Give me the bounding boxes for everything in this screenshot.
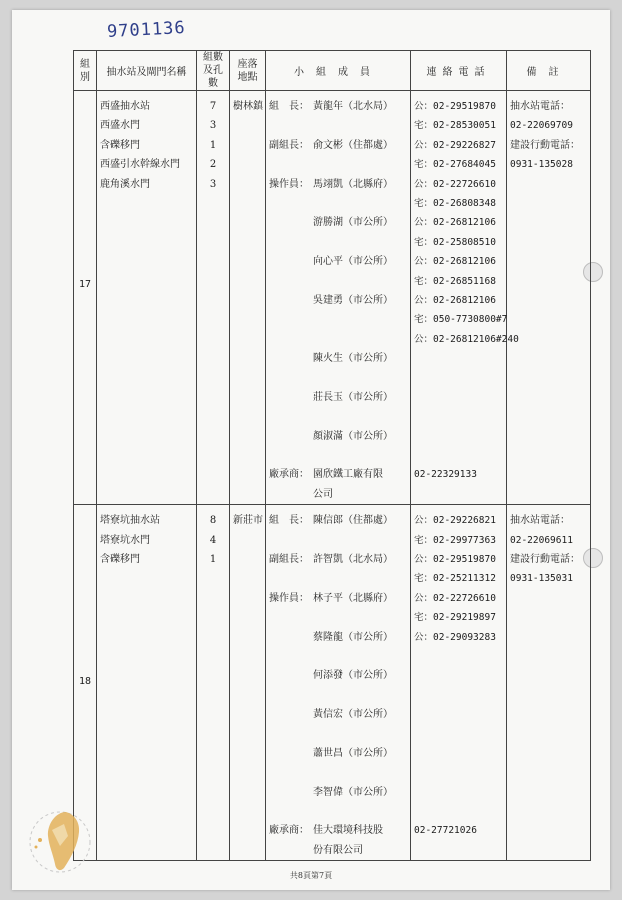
member-name: 李智偉（市公所） — [313, 786, 393, 798]
contractor-phone: 02-22329133 — [414, 469, 477, 481]
phone-spacer — [414, 783, 503, 802]
remark-line: 建設行動電話： — [510, 139, 580, 151]
member-name: 林子平（北縣府） — [313, 592, 393, 604]
phone-spacer — [414, 427, 503, 446]
member-line — [269, 175, 407, 194]
member-role: 組 長： — [269, 515, 309, 527]
header-phones: 連絡電話 — [411, 51, 507, 91]
header-stations: 抽水站及閘門名稱 — [97, 51, 197, 91]
phone-line: 公：02-29226821 — [414, 515, 496, 527]
contractor-label: 廠承商： — [269, 825, 309, 837]
location-text: 新莊市 — [233, 515, 263, 527]
member-line — [269, 569, 407, 588]
phone-line: 公：02-26812106#240 — [414, 333, 519, 345]
phone-line: 宅：050-7730800#7 — [414, 314, 508, 326]
member-name: 馬翊凱（北縣府） — [313, 178, 393, 190]
remark-line: 02-22069709 — [510, 120, 573, 132]
remark-line: 抽水站電話： — [510, 101, 570, 112]
member-line — [269, 368, 407, 387]
phone-spacer — [414, 686, 503, 705]
phone-spacer — [414, 388, 503, 407]
member-name: 陳火生（市公所） — [313, 353, 393, 365]
station-name: 含礫移門 — [100, 139, 140, 151]
phone-line: 公：02-29226827 — [414, 139, 496, 151]
member-line — [269, 686, 407, 705]
member-line — [269, 608, 407, 627]
member-name: 游勝湖（市公所） — [313, 217, 393, 229]
count-cell — [197, 91, 230, 505]
phone-line: 宅：02-25808510 — [414, 236, 496, 248]
phone-line: 宅：02-29219897 — [414, 612, 496, 624]
table-row — [74, 505, 591, 861]
phone-line: 宅：02-27684045 — [414, 159, 496, 171]
station-count: 1 — [209, 139, 217, 151]
member-line — [269, 783, 407, 802]
stations-cell — [97, 505, 197, 861]
station-count: 3 — [209, 120, 217, 132]
phone-spacer — [414, 725, 503, 744]
members-cell — [266, 91, 411, 505]
taiwan-map-logo — [22, 800, 102, 880]
phone-line: 公：02-22726610 — [414, 592, 496, 604]
table-header-row — [74, 51, 591, 91]
phone-line: 公：02-26812106 — [414, 294, 496, 306]
page-footer: 共8頁第7頁 — [289, 871, 333, 880]
member-line — [269, 291, 407, 310]
phone-spacer — [414, 666, 503, 685]
phone-spacer — [414, 763, 503, 782]
member-line — [269, 589, 407, 608]
phone-line: 宅：02-25211312 — [414, 573, 496, 585]
contractor-name-continued: 份有限公司 — [313, 844, 363, 856]
pump-station-roster-table — [73, 50, 591, 861]
group-number: 17 — [78, 279, 92, 290]
station-name: 西盛水門 — [100, 120, 140, 132]
station-count: 3 — [209, 178, 217, 190]
member-line — [269, 427, 407, 446]
member-name: 顏淑滿（市公所） — [313, 430, 393, 442]
member-line — [269, 330, 407, 349]
member-line — [269, 446, 407, 465]
member-role: 操作員： — [269, 592, 309, 604]
contractor-name: 園欣鐵工廠有限 — [313, 469, 383, 481]
phone-line: 宅：02-26851168 — [414, 275, 496, 287]
member-line — [269, 194, 407, 213]
contractor-line — [269, 821, 407, 840]
phone-spacer — [414, 446, 503, 465]
member-name: 俞文彬（住都處） — [313, 139, 393, 151]
table-row — [74, 91, 591, 505]
remark-line: 抽水站電話： — [510, 515, 570, 527]
phone-spacer — [414, 647, 503, 666]
member-line — [269, 763, 407, 782]
remark-line: 0931-135031 — [510, 573, 573, 585]
station-count: 1 — [209, 553, 217, 565]
remark-line: 02-22069611 — [510, 534, 573, 546]
member-name: 向心平（市公所） — [313, 256, 393, 268]
member-line — [269, 628, 407, 647]
phone-spacer — [414, 705, 503, 724]
member-name: 吳建勇（市公所） — [313, 294, 393, 306]
remarks-cell — [507, 505, 591, 861]
station-count: 2 — [209, 159, 217, 171]
document-number-stamp: 9701136 — [106, 17, 187, 43]
station-name: 西盛抽水站 — [100, 101, 150, 112]
phone-line: 宅：02-26808348 — [414, 197, 496, 209]
member-name: 莊長玉（市公所） — [313, 391, 393, 403]
member-line — [269, 666, 407, 685]
remarks-cell — [507, 91, 591, 505]
member-name: 蔡隆龍（市公所） — [313, 631, 393, 643]
contractor-line — [269, 485, 407, 504]
phone-line: 公：02-22726610 — [414, 178, 496, 190]
header-count: 組數及孔數 — [197, 51, 230, 91]
member-role: 操作員： — [269, 178, 309, 190]
phone-line: 公：02-29093283 — [414, 631, 496, 643]
header-remarks: 備註 — [507, 51, 591, 91]
member-line — [269, 155, 407, 174]
member-name: 何添發（市公所） — [313, 670, 393, 682]
member-line — [269, 725, 407, 744]
header-location: 座落地點 — [230, 51, 266, 91]
stations-cell — [97, 91, 197, 505]
location-cell — [230, 505, 266, 861]
phone-line: 公：02-29519870 — [414, 553, 496, 565]
member-line — [269, 511, 407, 530]
phone-spacer — [414, 744, 503, 763]
member-line — [269, 233, 407, 252]
member-line — [269, 116, 407, 135]
member-line — [269, 407, 407, 426]
phone-line: 公：02-26812106 — [414, 217, 496, 229]
member-role: 組 長： — [269, 101, 309, 112]
member-line — [269, 705, 407, 724]
contractor-name-continued: 公司 — [313, 488, 333, 500]
station-name: 塔寮坑抽水站 — [100, 515, 160, 527]
member-name: 黃信宏（市公所） — [313, 709, 393, 721]
phones-cell — [411, 505, 507, 861]
member-role: 副組長： — [269, 139, 309, 151]
header-group: 組別 — [74, 51, 97, 91]
contractor-label: 廠承商： — [269, 469, 309, 481]
contractor-phone: 02-27721026 — [414, 825, 477, 837]
station-count: 7 — [209, 101, 217, 112]
station-name: 鹿角溪水門 — [100, 178, 150, 190]
member-line — [269, 388, 407, 407]
member-line — [269, 744, 407, 763]
contractor-line — [269, 465, 407, 484]
location-cell — [230, 91, 266, 505]
phone-spacer — [414, 349, 503, 368]
station-count: 4 — [209, 534, 217, 546]
member-line — [269, 272, 407, 291]
member-line — [269, 802, 407, 821]
phone-line: 公：02-26812106 — [414, 256, 496, 268]
contractor-line — [269, 841, 407, 860]
member-name: 許智凱（北水局） — [313, 553, 393, 565]
member-line — [269, 252, 407, 271]
member-name: 陳信郎（住都處） — [313, 515, 393, 527]
station-count: 8 — [209, 515, 217, 527]
member-line — [269, 647, 407, 666]
remark-line: 0931-135028 — [510, 159, 573, 171]
phone-spacer — [414, 407, 503, 426]
count-cell — [197, 505, 230, 861]
member-name: 蕭世昌（市公所） — [313, 747, 393, 759]
member-line — [269, 550, 407, 569]
member-line — [269, 310, 407, 329]
remark-line: 建設行動電話： — [510, 553, 580, 565]
header-members: 小組成員 — [266, 51, 411, 91]
members-cell — [266, 505, 411, 861]
phones-cell — [411, 91, 519, 505]
member-line — [269, 531, 407, 550]
location-text: 樹林鎮 — [233, 101, 263, 112]
station-name: 塔寮坑水門 — [100, 534, 150, 546]
phone-line: 公：02-29519870 — [414, 101, 496, 112]
phone-line: 宅：02-28530051 — [414, 120, 496, 132]
member-line — [269, 97, 407, 116]
member-role: 副組長： — [269, 553, 309, 565]
phone-line: 宅：02-29977363 — [414, 534, 496, 546]
contractor-name: 佳大環境科技股 — [313, 825, 383, 837]
station-name: 西盛引水幹線水門 — [100, 159, 180, 171]
group-number-cell — [74, 91, 97, 505]
phone-spacer — [414, 368, 503, 387]
phone-spacer — [414, 802, 503, 821]
group-number: 18 — [78, 676, 92, 688]
station-name: 含礫移門 — [100, 553, 140, 565]
member-line — [269, 136, 407, 155]
member-name: 黃龍年（北水局） — [313, 101, 393, 112]
member-line — [269, 213, 407, 232]
member-line — [269, 349, 407, 368]
